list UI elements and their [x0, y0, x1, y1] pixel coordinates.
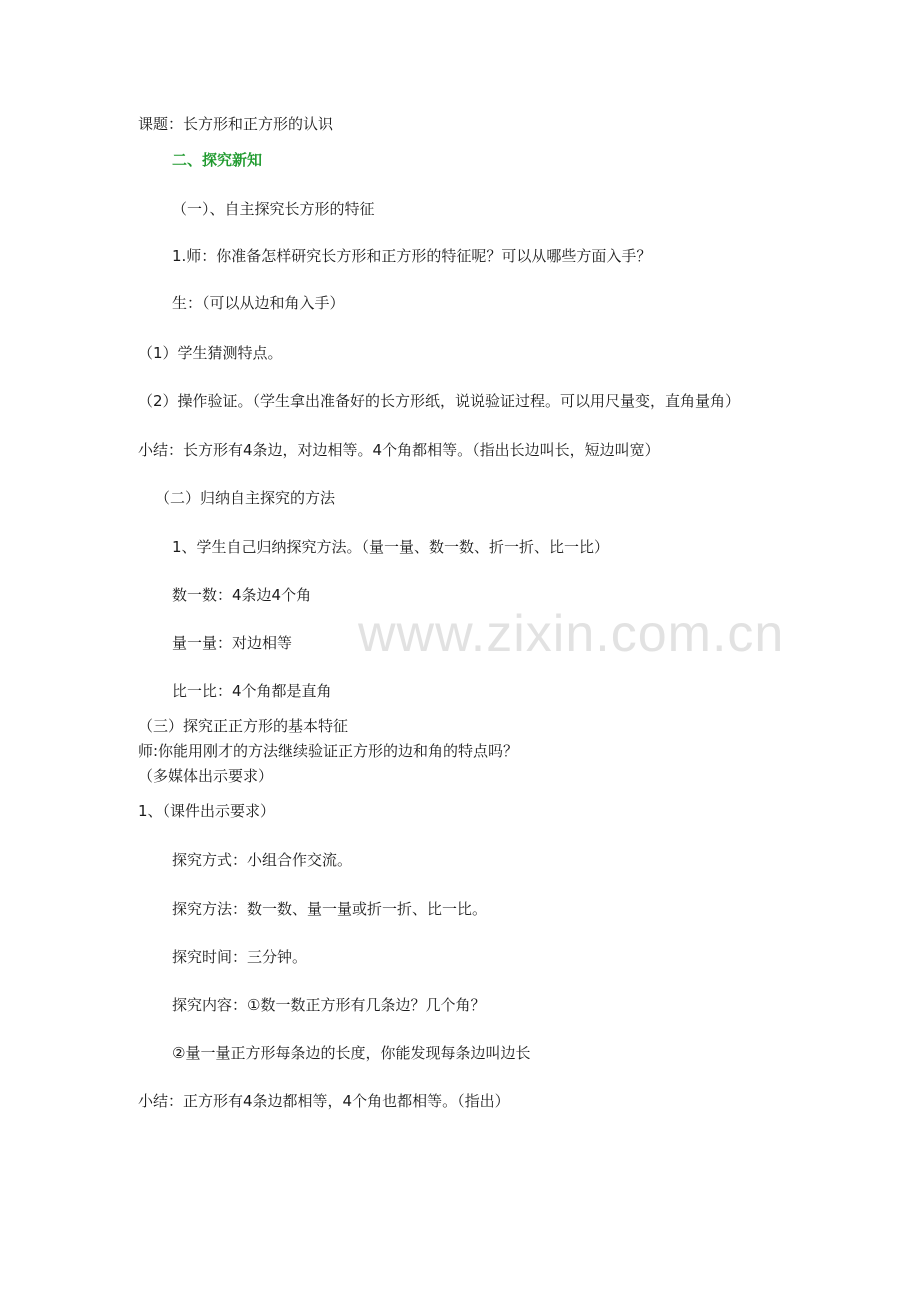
summary-line: 小结：长方形有4条边，对边相等。4个角都相等。（指出长边叫长，短边叫宽） [138, 441, 660, 459]
paragraph-line: 探究方式：小组合作交流。 [172, 851, 353, 869]
paragraph-line: 生：（可以从边和角入手） [172, 294, 345, 312]
section-heading: 二、探究新知 [172, 151, 263, 169]
paragraph-line: 1.师：你准备怎样研究长方形和正方形的特征呢？可以从哪些方面入手？ [172, 247, 652, 265]
subsection-heading-1: （一）、自主探究长方形的特征 [172, 200, 375, 218]
paragraph-line: 探究时间：三分钟。 [172, 948, 308, 966]
paragraph-line: （1）学生猜测特点。 [138, 344, 283, 362]
watermark: www.zixin.com.cn [358, 605, 785, 663]
subsection-heading-2: （二）归纳自主探究的方法 [155, 489, 336, 507]
paragraph-line: ②量一量正方形每条边的长度，你能发现每条边叫边长 [172, 1044, 531, 1062]
paragraph-line: （2）操作验证。（学生拿出准备好的长方形纸，说说验证过程。可以用尺量变，直角量角） [138, 392, 741, 410]
summary-line: 小结：正方形有4条边都相等，4个角也都相等。（指出） [138, 1092, 510, 1110]
paragraph-line: 探究内容：①数一数正方形有几条边？几个角？ [172, 996, 486, 1014]
paragraph-line: 探究方法：数一数、量一量或折一折、比一比。 [172, 900, 488, 918]
lesson-title: 课题：长方形和正方形的认识 [138, 115, 334, 133]
paragraph-line: 师:你能用刚才的方法继续验证正方形的边和角的特点吗？ [138, 742, 519, 760]
paragraph-line: 1、（课件出示要求） [138, 802, 276, 820]
paragraph-line: 量一量：对边相等 [172, 634, 293, 652]
paragraph-line: 1、学生自己归纳探究方法。（量一量、数一数、折一折、比一比） [172, 538, 610, 556]
subsection-heading-3: （三）探究正正方形的基本特征 [138, 717, 349, 735]
paragraph-line: （多媒体出示要求） [138, 767, 274, 785]
paragraph-line: 数一数：4条边4个角 [172, 586, 312, 604]
paragraph-line: 比一比：4个角都是直角 [172, 682, 332, 700]
